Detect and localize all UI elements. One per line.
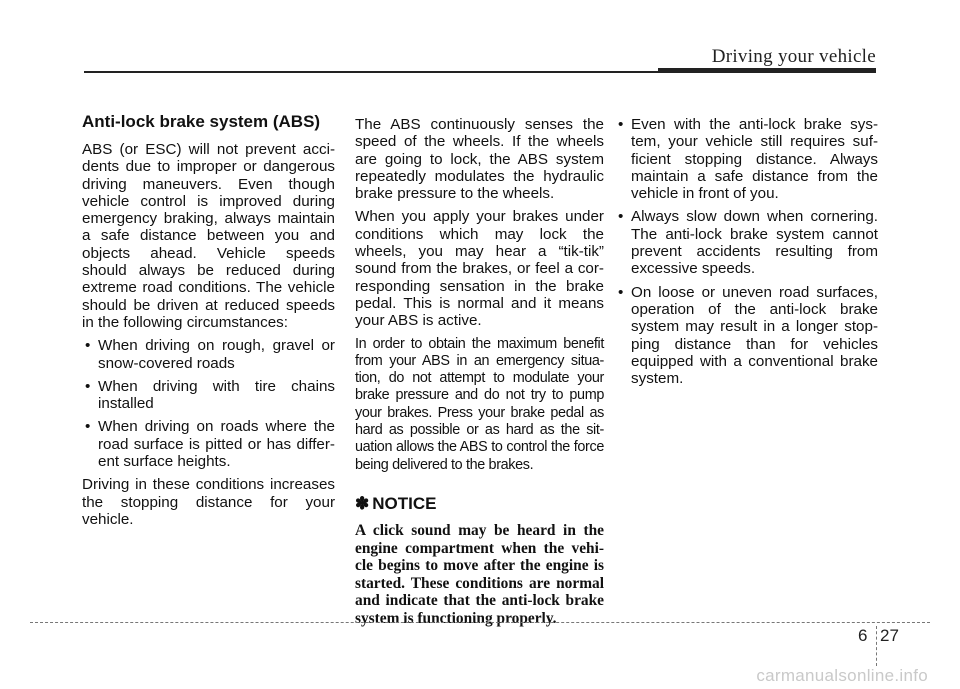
list-item: • When driving on rough, gravel or snow-covered roads — [82, 337, 335, 372]
column-middle — [355, 116, 604, 628]
section-heading: Anti-lock brake system (ABS) — [82, 112, 321, 131]
notice-heading — [355, 494, 604, 514]
abs-paragraph-3: In order to obtain the maximum benefit from your ABS in an emergency situa-tion, do not attempt to modulate your brake pressure and do not try to pump your brakes. Press your brake pedal as hard as possible or as hard as the sit-uation allows the ABS to control the force being delivered to the brakes. — [355, 335, 604, 473]
notice-title: NOTICE — [372, 493, 437, 513]
header-rule-thin — [84, 71, 658, 73]
footer-rule — [30, 622, 930, 623]
header-rule-thick — [658, 68, 876, 73]
watermark: carmanualsonline.info — [756, 666, 928, 685]
column-right — [615, 116, 878, 393]
intro-paragraph: ABS (or ESC) will not prevent acci-dents due to improper or dangerous driving maneuvers. Even though vehicle control is improved during emergency braking, always maintain a safe distance between you and objects ahead. Vehicle speeds should always be reduced during extreme road conditions. The vehicle should be driven at reduced speeds in the following circumstances: — [82, 141, 335, 331]
running-header-title: Driving your vehicle — [711, 46, 876, 67]
abs-paragraph-2: When you apply your brakes under conditions which may lock the wheels, you may hear a “tik-tik” sound from the brakes, or feel a cor-responding sensation in the brake pedal. This is normal and it means your ABS is active. — [355, 208, 604, 330]
closing-paragraph: Driving in these conditions increases the stopping distance for your vehicle. — [82, 476, 335, 528]
chapter-number: 6 — [858, 626, 868, 645]
page-number-separator — [876, 626, 877, 666]
notice-star-icon: ✽ — [355, 493, 370, 513]
list-item: • Even with the anti-lock brake sys-tem, your vehicle still requires suf-ficient stopping distance. Always maintain a safe distance from the vehicle in front of you. — [615, 116, 878, 202]
list-item: • Always slow down when cornering. The anti-lock brake system cannot prevent accidents resulting from excessive speeds. — [615, 208, 878, 277]
notice-body: A click sound may be heard in the engine compartment when the vehi-cle begins to move after the engine is started. These conditions are normal and indicate that the anti-lock brake system is functioning properly. — [355, 521, 604, 627]
caution-list — [615, 116, 878, 387]
list-item: • When driving on roads where the road surface is pitted or has differ-ent surface heights. — [82, 418, 335, 470]
abs-paragraph-1: The ABS continuously senses the speed of the wheels. If the wheels are going to lock, the ABS system repeatedly modulates the hydraulic brake pressure to the wheels. — [355, 116, 604, 203]
conditions-list — [82, 337, 335, 470]
page-number: 27 — [880, 626, 899, 645]
list-item: • On loose or uneven road surfaces, operation of the anti-lock brake system may result in a longer stop-ping distance than for vehicles equipped with a conventional brake system. — [615, 284, 878, 388]
column-left — [82, 112, 335, 534]
list-item: • When driving with tire chains installed — [82, 378, 335, 413]
